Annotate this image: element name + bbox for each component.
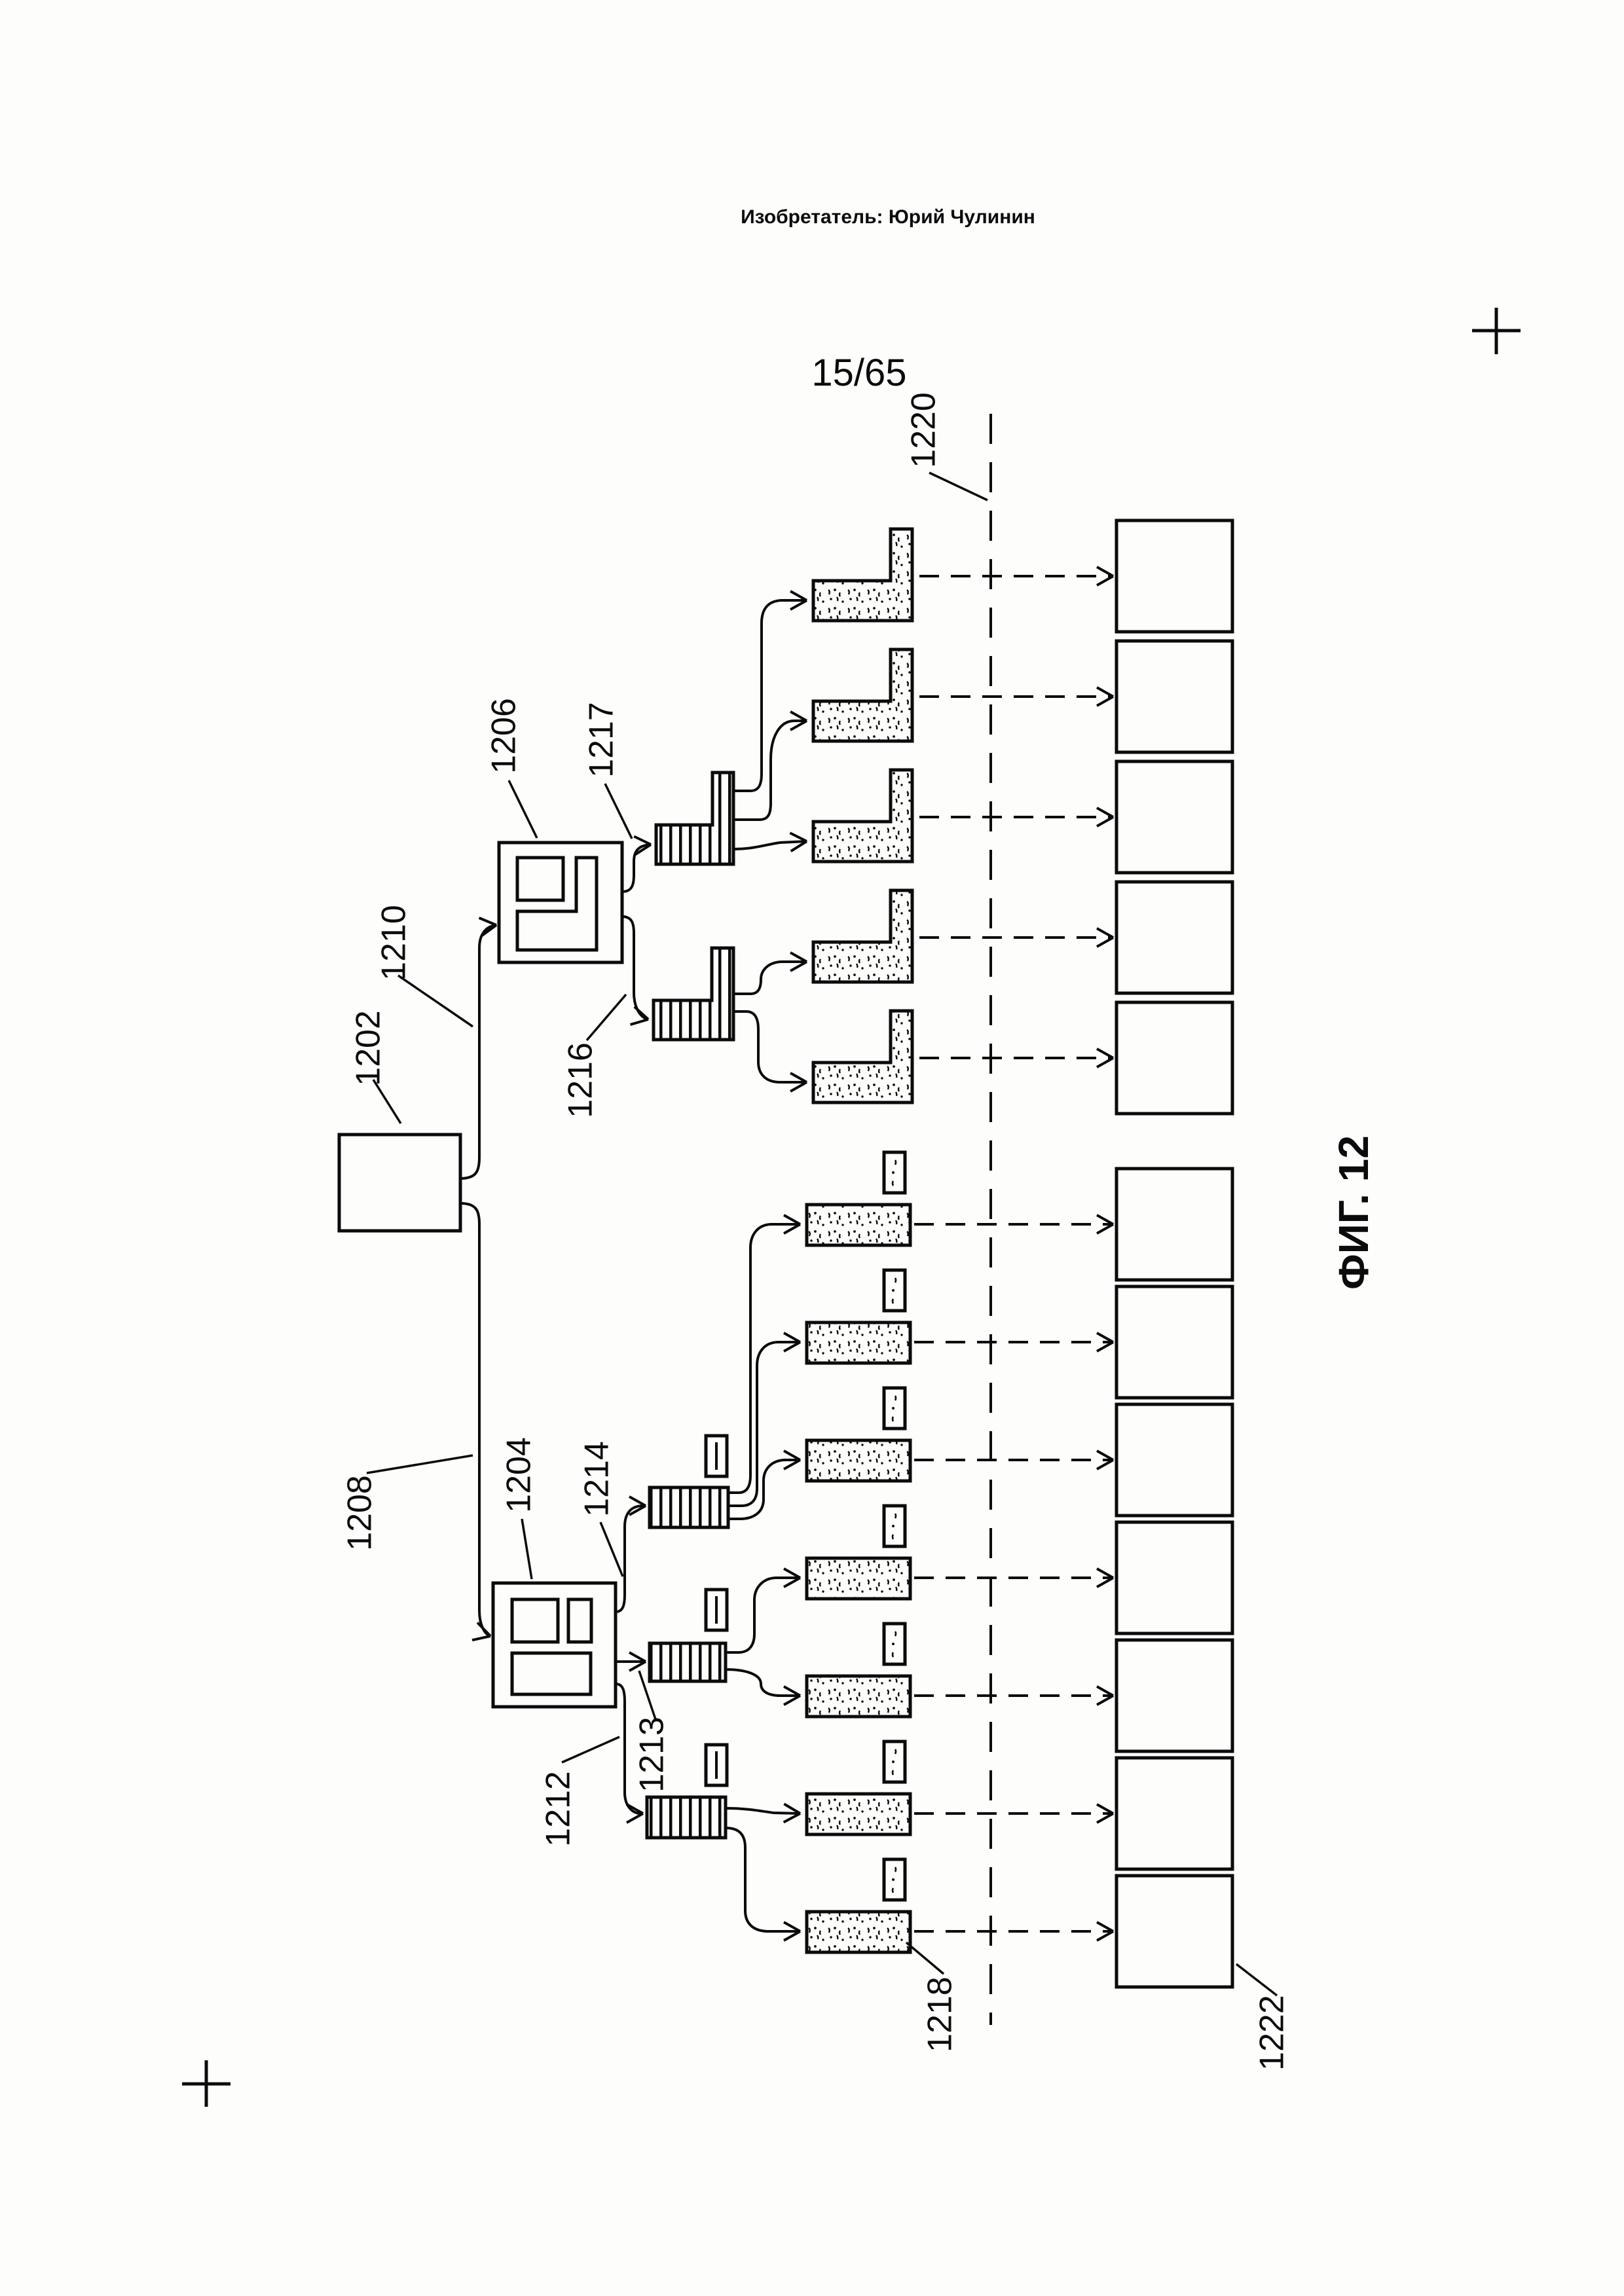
- dotted-cell: [884, 1506, 905, 1546]
- trunk-connectors: [460, 925, 496, 1636]
- connector-1217-b: [733, 721, 807, 820]
- leader-1217: [605, 784, 632, 839]
- window-icon-1206: [499, 843, 622, 962]
- stippled-strip: [807, 1558, 910, 1599]
- figure-caption: ФИГ. 12: [1329, 1135, 1377, 1290]
- dotted-cell: [884, 1152, 905, 1193]
- connector-1204-to-a: [616, 1506, 646, 1612]
- tab-box: [706, 1745, 727, 1785]
- stippled-strips-bottom: [807, 1205, 910, 1952]
- ref-label-1204: 1204: [500, 1437, 538, 1513]
- stippled-strip: [813, 890, 912, 982]
- connector-a-1: [728, 1224, 800, 1493]
- leader-1210: [398, 975, 473, 1027]
- ref-label-1217: 1217: [582, 702, 621, 778]
- output-squares: [1116, 520, 1232, 1987]
- connector-1216-a: [733, 962, 807, 994]
- dotted-cell: [884, 1741, 905, 1782]
- barcode-box-a: [650, 1487, 728, 1527]
- stippled-strips-top: [813, 529, 912, 1102]
- barcode-box-c: [647, 1797, 726, 1838]
- output-square-1222: [1116, 1876, 1232, 1987]
- barcode-box-1217: [656, 773, 733, 864]
- stippled-strip: [807, 1676, 910, 1717]
- leader-1206: [509, 780, 537, 838]
- output-square: [1116, 1169, 1232, 1280]
- output-square: [1116, 1758, 1232, 1869]
- dotted-cell-1218: [884, 1859, 905, 1900]
- output-square: [1116, 1640, 1232, 1751]
- connector-1206-to-1217: [622, 845, 651, 892]
- output-square: [1116, 1286, 1232, 1398]
- connector-c-6: [726, 1808, 800, 1813]
- ref-label-1218: 1218: [921, 1977, 959, 2052]
- connector-a-3: [728, 1460, 800, 1519]
- stippled-strip: [807, 1794, 910, 1834]
- leader-1222: [1236, 1964, 1277, 1995]
- stippled-strip: [807, 1912, 910, 1952]
- ref-label-1213: 1213: [633, 1717, 671, 1793]
- leader-1218: [906, 1942, 944, 1974]
- ref-label-1210: 1210: [375, 905, 413, 981]
- stippled-strip: [813, 529, 912, 621]
- connector-1202-to-1206: [460, 925, 496, 1178]
- connector-1217-c: [733, 841, 807, 849]
- connector-1216-b: [732, 1011, 807, 1082]
- dotted-cell: [884, 1624, 905, 1664]
- leader-1216: [587, 994, 626, 1040]
- output-square: [1116, 1522, 1232, 1633]
- barcode-box-1216: [654, 948, 733, 1040]
- source-box-1202: [339, 1135, 460, 1231]
- stippled-strip: [813, 649, 912, 741]
- leader-1220: [929, 473, 987, 500]
- ref-label-1206: 1206: [485, 698, 523, 774]
- output-square: [1116, 1002, 1232, 1114]
- ref-label-1214: 1214: [578, 1441, 616, 1517]
- ref-label-1208: 1208: [341, 1475, 379, 1551]
- connector-b-4: [726, 1578, 800, 1652]
- connector-b-5: [726, 1669, 800, 1696]
- output-square: [1116, 761, 1232, 873]
- register-cross-top-right: [1472, 308, 1521, 354]
- leader-1208: [367, 1455, 473, 1473]
- ref-label-1222: 1222: [1253, 1995, 1291, 2071]
- stippled-strip: [807, 1205, 910, 1245]
- ref-label-1220: 1220: [904, 392, 943, 468]
- connector-1206-to-1216: [622, 917, 648, 1019]
- ref-label-1212: 1212: [539, 1771, 578, 1847]
- dotted-cell: [884, 1388, 905, 1429]
- output-square: [1116, 520, 1232, 632]
- window-icon-1204: [493, 1583, 616, 1707]
- leader-1204: [522, 1519, 532, 1579]
- stippled-strip: [807, 1440, 910, 1481]
- output-square: [1116, 641, 1232, 752]
- leader-1212: [562, 1737, 619, 1762]
- stippled-strip: [807, 1322, 910, 1363]
- ref-label-1216: 1216: [561, 1042, 600, 1118]
- register-cross-bottom-left: [182, 2060, 231, 2107]
- ref-label-1202: 1202: [349, 1010, 388, 1086]
- output-square: [1116, 1404, 1232, 1516]
- tab-box: [706, 1590, 727, 1630]
- dotted-cell: [884, 1270, 905, 1311]
- page-header: Изобретатель: Юрий Чулинин: [741, 206, 1035, 228]
- stippled-strip: [813, 1011, 912, 1102]
- leader-1214: [600, 1522, 623, 1576]
- page-number: 15/65: [811, 352, 907, 394]
- connector-1202-to-1204: [460, 1203, 490, 1636]
- output-square: [1116, 882, 1232, 993]
- tab-box-1214: [706, 1436, 727, 1476]
- stippled-strip: [813, 770, 912, 862]
- connector-c-7: [726, 1828, 800, 1931]
- barcode-box-b: [650, 1643, 726, 1681]
